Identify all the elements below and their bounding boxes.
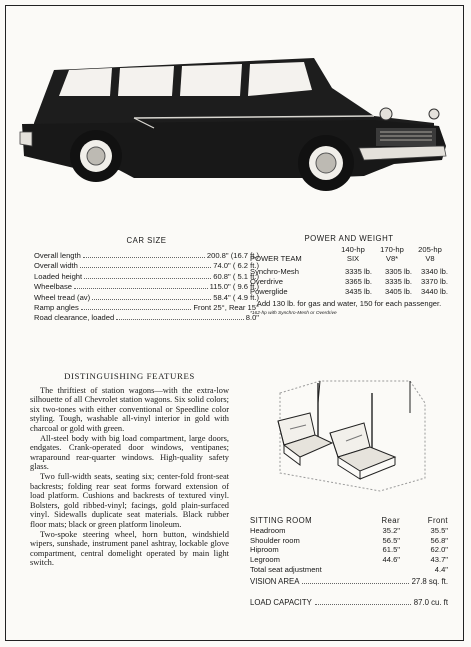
spec-row [34,293,259,303]
spec-label: Ramp angles [34,302,79,312]
col-front: Front [427,516,448,525]
features-section [30,372,229,568]
spec-row [34,313,259,323]
features-paragraph: All-steel body with big load compartment, large doors, endgates. Crank-operated door windows, ventipanes; wraparound rear-quarter windows. High-quality safety glass. [30,433,229,472]
sitting-label: Shoulder room [250,535,300,545]
header-cell: 140-hp [341,245,365,254]
sitting-room-section [250,516,448,575]
power-note: Add 130 lb. for gas and water, 150 for each passenger. [256,298,442,308]
front-value: 56.8" [430,535,448,545]
dot-leader [116,319,244,320]
power-footnote: *162-hp with Synchro-Mesh or Overdrive [250,310,337,316]
spec-value: 58.4" ( 4.9 ft.) [213,292,259,302]
weight-value: 3435 lb. [344,287,372,297]
power-weight-section [250,234,448,316]
header-cell: V8* [385,254,399,263]
spec-value: 60.8" ( 5.1 ft.) [213,271,259,281]
features-title: DISTINGUISHING FEATURES [64,371,195,381]
sitting-label: Headroom [250,525,286,535]
spec-label: Wheel tread (av) [34,292,91,302]
col-rear: Rear [381,516,400,525]
header-cell: V8 [425,254,435,263]
sitting-row [250,555,448,565]
weight-value: 3335 lb. [384,277,412,287]
weight-value: 3305 lb. [384,267,412,276]
station-wagon-illustration [14,28,454,213]
load-capacity-value: 87.0 cu. ft [413,598,448,607]
sitting-label: Hiproom [250,545,279,555]
spec-value: 200.8" (16.7 ft.) [206,251,259,260]
power-row [250,267,448,277]
rear-value: 44.6" [382,555,400,565]
seating-diagram [260,373,440,497]
features-paragraph: Two full-width seats, seating six; center-fold front-seat backrests; folding rear seat forms forward extension of load platform. Cushions and backrests of textured vinyl. Bolsters, gold ribbed-vinyl; facings, gold plain-surfaced vinyl. Sidewalls duplicate seat materials. Black rubber floor mats; black or green platform linoleum. [30,471,229,529]
spec-label: Overall width [34,261,78,271]
sitting-room-header [250,516,448,526]
dot-leader [92,299,211,300]
load-capacity-row [250,598,448,607]
power-row [250,287,448,297]
load-capacity-label: LOAD CAPACITY [250,598,312,607]
vision-area-row [250,577,448,586]
header-cell: POWER TEAM [250,254,302,263]
spec-label: Wheelbase [34,282,72,292]
sitting-row [250,545,448,555]
sitting-room-title: SITTING ROOM [250,516,312,525]
power-row [250,277,448,287]
rear-value: 56.5" [382,535,400,545]
features-paragraph: The thriftiest of station wagons—with the extra-low silhouette of all Chevrolet station wagons. Six solid colors; six two-tones with either conventional or Speedline color styling. Tough, washable all-vinyl interior in gold with charcoal or gold with green. [30,385,229,433]
sitting-row [250,536,448,546]
spec-value: 74.0" ( 6.2 ft.) [213,261,259,271]
features-paragraph: Two-spoke steering wheel, horn button, windshield wipers, sunshade, instrument panel ashtray, lockable glove compartment, central domelight operated by main light switch. [30,529,229,568]
spec-label: Loaded height [34,271,83,281]
spec-row [34,303,259,313]
weight-value: 3365 lb. [344,277,372,287]
dot-leader [315,604,411,605]
header-cell: SIX [346,254,360,263]
spec-label: Overall length [34,251,81,260]
front-value: 4.4" [434,564,448,574]
power-weight-title: POWER AND WEIGHT [304,234,394,243]
spec-value: Front 25°, Rear 15° [193,302,259,312]
weight-value: 3335 lb. [344,267,372,276]
vision-area-label: VISION AREA [250,577,300,586]
rear-value [350,565,400,575]
header-cell [250,245,334,254]
front-value: 62.0" [430,545,448,555]
sitting-label: Legroom [250,555,280,565]
power-header-bottom [250,254,448,263]
dot-leader [84,278,211,279]
rear-value: 35.2" [382,525,400,535]
car-size-title: CAR SIZE [126,236,167,245]
spec-value: 8.0" [245,313,259,323]
weight-value: 3405 lb. [384,287,412,297]
front-value: 43.7" [430,555,448,565]
power-team-label: Synchro-Mesh [250,267,299,276]
dot-leader [83,257,205,258]
spec-row [34,261,259,271]
power-team-label: Overdrive [250,277,283,287]
header-cell: 170-hp [380,245,404,254]
spec-row [34,251,259,261]
spec-label: Road clearance, loaded [34,313,115,323]
vision-area-value: 27.8 sq. ft. [411,577,448,586]
car-size-section [34,236,259,324]
spec-value: 115.0" ( 9.6 ft.) [209,282,259,292]
sitting-row [250,565,448,575]
sitting-row [250,526,448,536]
weight-value: 3370 lb. [420,277,448,287]
dot-leader [81,309,192,310]
dot-leader [80,267,211,268]
header-cell: 205-hp [418,245,442,254]
sitting-label: Total seat adjustment [250,564,322,574]
spec-row [34,272,259,282]
power-team-label: Powerglide [250,287,288,297]
power-header-top [250,245,448,254]
rear-value: 61.5" [382,545,400,555]
weight-value: 3440 lb. [420,287,448,297]
weight-value: 3340 lb. [420,267,448,276]
dot-leader [74,288,208,289]
front-value: 35.5" [430,525,448,535]
dot-leader [302,583,408,584]
spec-row [34,282,259,292]
